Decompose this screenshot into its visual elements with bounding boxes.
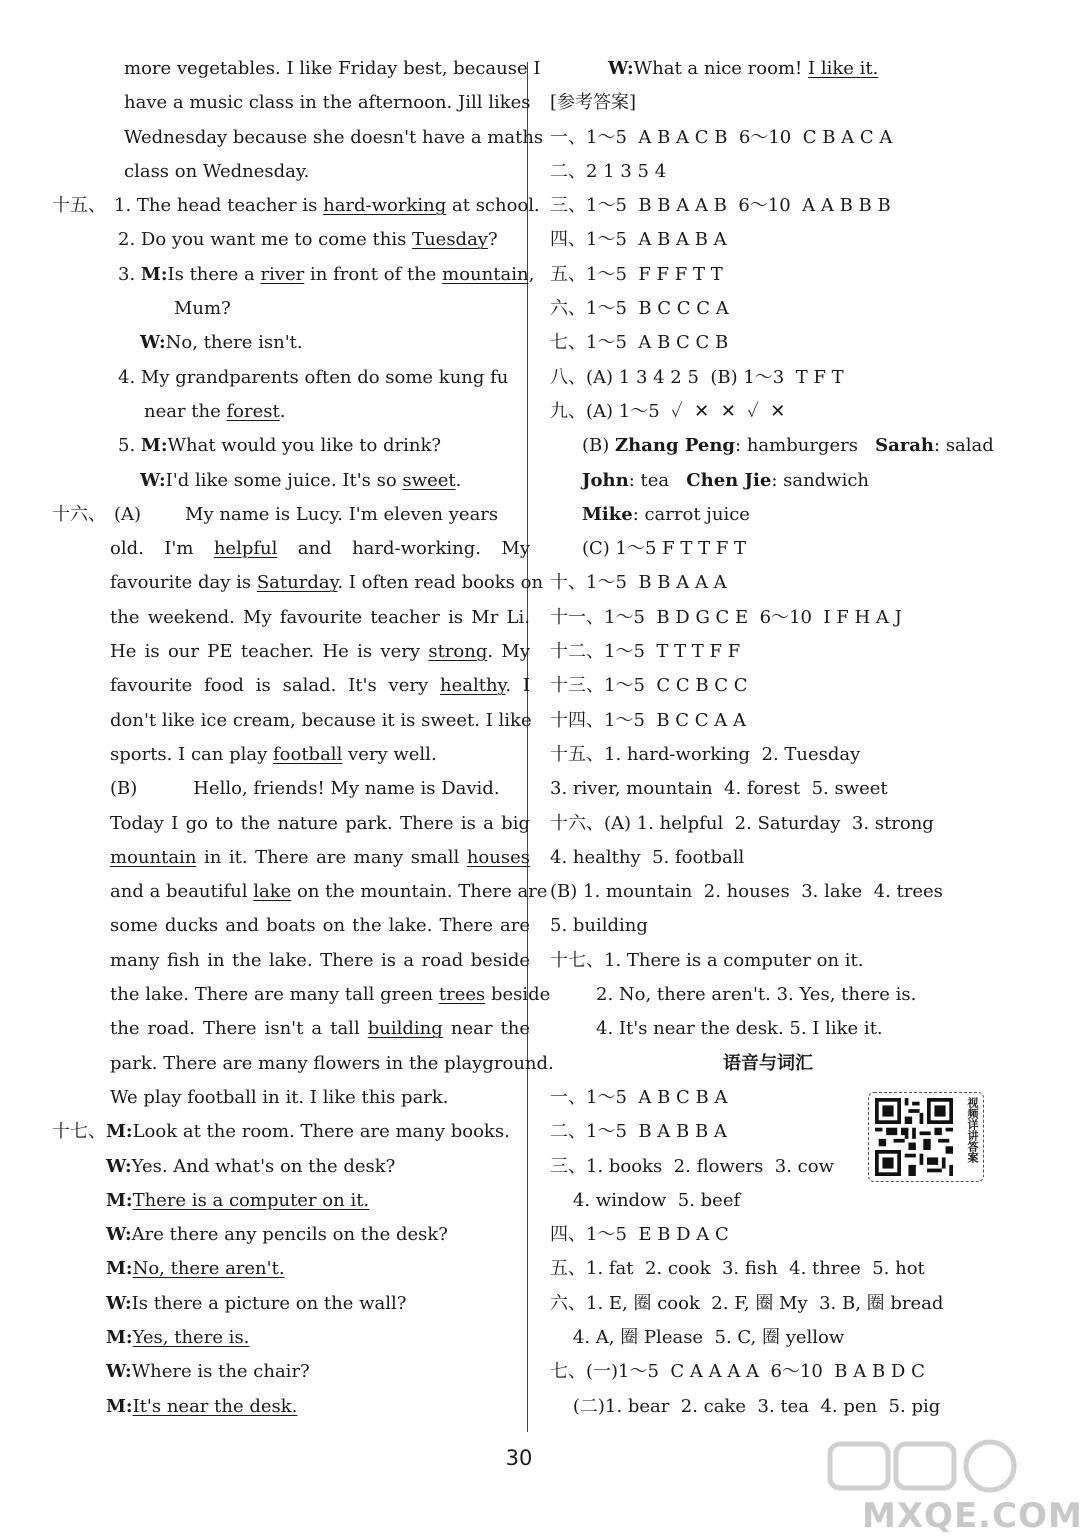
speaker-label: M: — [106, 1189, 133, 1211]
section-label: 十五、 — [52, 195, 106, 217]
answer-underline: mountain — [110, 846, 197, 868]
answer-line: 八、(A) 1 3 4 2 5 (B) 1～3 T F T — [550, 366, 844, 388]
section-label: 十六、 — [52, 503, 106, 525]
passage-text: old. I'm — [110, 538, 214, 560]
dialogue-line — [106, 1218, 530, 1252]
speaker-label: M: — [106, 1326, 133, 1348]
passage-text: . I — [505, 675, 531, 697]
section-17: 十七、M:Look at the room. There are many books. W:Yes. And what's on the desk? M:There is a computer on it. W:Are there any pencils on the desk? M:No, there aren't. W:Is there a picture on the wall? M:Yes, there is. W:Where is the chair? M:It's near the desk. — [52, 1115, 530, 1424]
answer-line: 五、1～5 F F F T T — [550, 263, 723, 285]
answer-underline: hard-working — [323, 195, 447, 217]
answer-line: (B) 1. mountain 2. houses 3. lake 4. trees — [550, 881, 943, 903]
passage-line — [110, 704, 530, 738]
answer-list — [538, 566, 998, 978]
answer-9b-line1: (B) Zhang Peng: hamburgers Sarah: salad — [582, 435, 994, 457]
passage-line — [110, 1047, 554, 1081]
passage-line — [110, 1012, 530, 1046]
answer-underline: football — [272, 743, 343, 765]
answer-underline: I like it. — [807, 58, 879, 79]
answer-underline: river — [260, 263, 305, 285]
answer-line: 3. river, mountain 4. forest 5. sweet — [550, 778, 888, 800]
passage-line — [110, 532, 530, 566]
answer-line: 十一、1～5 B D G C E 6～10 I F H A J — [550, 606, 902, 628]
qr-caption: 视频详讲答案 — [966, 1097, 979, 1163]
passage-text: park. There are many flowers in the playground. — [110, 1052, 554, 1074]
passage-text: the lake. There are many tall green — [110, 984, 439, 1006]
dialogue-text: Are there any pencils on the desk? — [131, 1224, 448, 1246]
vocab-answer-line: 七、(一)1～5 C A A A A 6～10 B A B D C — [550, 1361, 925, 1383]
answer-underline: houses — [466, 846, 530, 868]
vocab-answer-line: 4. A, 圈 Please 5. C, 圈 yellow — [550, 1326, 845, 1348]
intro-paragraph — [52, 52, 544, 189]
speaker-label: M: — [106, 1395, 133, 1417]
answer-line: 四、1～5 A B A B A — [550, 229, 727, 251]
section-15: 十五、 1. The head teacher is hard-working at school. 2. Do you want me to come this Tuesday? 3. M:Is there a river in front of the mountain, Mum? W:No, there isn't. 4. My grandparents often do some kung fu near the forest. 5. M:What would you like to drink? W:I'd like some juice. It's so sweet. — [52, 189, 530, 498]
answer-underline: strong — [428, 641, 488, 663]
speaker-label: M: — [140, 435, 168, 457]
answer-line: 5. building — [550, 915, 648, 937]
answer-9b-line2: John: tea Chen Jie: sandwich — [582, 469, 870, 491]
passage-text: on the mountain. There are — [291, 881, 548, 903]
passage-text: many fish in the lake. There is a road beside — [110, 949, 530, 971]
answer-underline: No, there aren't. — [132, 1258, 285, 1280]
dialogue-line — [106, 1252, 530, 1286]
passage-text: favourite day is — [110, 572, 257, 594]
intro-line: more vegetables. I like Friday best, because I — [124, 58, 541, 79]
passage-text: and hard-working. My — [277, 538, 530, 560]
speaker-label: W: — [140, 469, 166, 491]
answer-9c: (C) 1～5 F T T F T — [582, 538, 747, 560]
speaker-label: M: — [106, 1258, 133, 1280]
passage-text: We play football in it. I like this park. — [110, 1086, 449, 1108]
passage-line — [110, 978, 551, 1012]
answer-line: 九、(A) 1～5 ✓ ✕ ✕ ✓ ✕ — [550, 400, 786, 422]
answer-line: 十、1～5 B B A A A — [550, 572, 727, 594]
vocab-answer-line: 六、1. E, 圈 cook 2. F, 圈 My 3. B, 圈 bread — [550, 1292, 944, 1314]
vocab-answer-line: (二)1. bear 2. cake 3. tea 4. pen 5. pig — [550, 1395, 941, 1417]
answer-line: 七、1～5 A B C C B — [550, 332, 729, 354]
answer-list — [538, 121, 998, 430]
answer-underline: building — [367, 1018, 443, 1040]
passage-line — [110, 566, 544, 600]
vocab-answer-line: 三、1. books 2. flowers 3. cow — [550, 1155, 834, 1177]
passage-text: the road. There isn't a tall — [110, 1018, 368, 1040]
dialogue-text: Where is the chair? — [131, 1361, 310, 1383]
passage-text: favourite food is salad. It's very — [110, 675, 440, 697]
answer-underline: helpful — [213, 538, 278, 560]
speaker-label: W: — [140, 332, 166, 354]
answer-underline: sweet — [402, 469, 456, 491]
answer-underline: Yes, there is. — [132, 1326, 250, 1348]
passage-text: beside — [485, 984, 551, 1006]
vocab-answer-line: 一、1～5 A B C B A — [550, 1086, 728, 1108]
passage-line — [110, 807, 530, 841]
vocab-answer-line: 二、1～5 B A B B A — [550, 1121, 727, 1143]
answer-underline: trees — [438, 984, 486, 1006]
answer-underline: Saturday — [256, 572, 338, 594]
answer-line: 六、1～5 B C C C A — [550, 298, 729, 320]
passage-text: and a beautiful — [110, 881, 254, 903]
passage-text: some ducks and boats on the lake. There are — [110, 915, 530, 937]
passage-text: . I often read books on — [337, 572, 544, 594]
answer-underline: It's near the desk. — [132, 1395, 298, 1417]
answer-underline: lake — [253, 881, 292, 903]
answer-underline: Tuesday — [412, 229, 488, 251]
answer-9b-line3: Mike: carrot juice — [582, 503, 750, 525]
answer-underline: forest — [226, 400, 280, 422]
section-title: 语音与词汇 — [723, 1052, 813, 1074]
dialogue-line — [106, 1355, 530, 1389]
speaker-label: W: — [106, 1361, 132, 1383]
answer-line: 十七、1. There is a computer on it. — [550, 949, 864, 971]
answer-line: 二、2 1 3 5 4 — [550, 160, 667, 182]
dialogue-line — [106, 1287, 530, 1321]
page-number: 30 — [505, 1446, 533, 1470]
passage-line — [110, 669, 530, 703]
passage-line — [110, 909, 530, 943]
answer-underline: healthy — [439, 675, 506, 697]
passage-text: He is our PE teacher. He is very — [110, 641, 429, 663]
dialogue — [52, 1150, 530, 1424]
passage-text: . My — [487, 641, 530, 663]
answer-17-cont: 2. No, there aren't. 3. Yes, there is. — [596, 984, 917, 1006]
speaker-label: W: — [608, 58, 634, 79]
qr-code-box[interactable] — [868, 1092, 984, 1182]
passage-text: the weekend. My favourite teacher is Mr Li. — [110, 606, 530, 628]
answer-underline: There is a computer on it. — [132, 1189, 370, 1211]
answer-underline: mountain — [442, 263, 529, 285]
watermark-text: MXQE.COM — [862, 1496, 1083, 1536]
passage-line — [110, 738, 530, 772]
section-label: 十七、 — [52, 1121, 106, 1143]
section-16: 十六、 (A) My name is Lucy. I'm eleven years old. I'm helpful and hard-working. My favourite day is Saturday. I often read books on the weekend. My favourite teacher is Mr Li. He is our PE teacher. He is very strong. My favourite food is salad. It's very healthy. I don't like ice cream, because it is sweet. I like sports. I can play football very well. (B) Hello, friends! My name is David. Today I go to the nature park. There is a big mountain in it. There are many small houses and a beautiful lake on the mountain. There are some ducks and boats on the lake. There are many fish in the lake. There is a road beside the lake. There are many tall green trees beside the road. There isn't a tall building near the park. There are many flowers in the playground. We play football in it. I like this park. — [52, 498, 530, 1115]
speaker-label: W: — [106, 1155, 132, 1177]
answer-line: 三、1～5 B B A A B 6～10 A A B B B — [550, 195, 891, 217]
dialogue-text: Yes. And what's on the desk? — [131, 1155, 396, 1177]
answer-line: 十四、1～5 B C C A A — [550, 709, 747, 731]
passage-line — [110, 601, 530, 635]
answer-line: 十六、(A) 1. helpful 2. Saturday 3. strong — [550, 812, 934, 834]
intro-line: have a music class in the afternoon. Jill likes — [124, 92, 531, 114]
passage-text: sports. I can play — [110, 743, 273, 765]
reference-answers-header: [参考答案] — [550, 92, 637, 114]
dialogue-line — [106, 1184, 530, 1218]
passage-line — [110, 1081, 530, 1115]
answer-17-cont: 4. It's near the desk. 5. I like it. — [596, 1018, 883, 1040]
passage-text: Today I go to the nature park. There is a big — [110, 812, 530, 834]
speaker-label: M: — [140, 263, 168, 285]
vocab-answer-line: 四、1～5 E B D A C — [550, 1224, 729, 1246]
speaker-label: M: — [106, 1121, 133, 1143]
dialogue-line — [106, 1150, 530, 1184]
vocab-answer-line: 五、1. fat 2. cook 3. fish 4. three 5. hot — [550, 1258, 925, 1280]
speaker-label: W: — [106, 1224, 132, 1246]
passage-line — [110, 875, 548, 909]
intro-line: class on Wednesday. — [124, 160, 310, 182]
passage-line — [110, 841, 530, 875]
qr-code-icon — [875, 1098, 953, 1176]
passage-text: in it. There are many small — [196, 846, 467, 868]
left-column — [52, 52, 554, 1424]
answer-line: 十二、1～5 T T T F F — [550, 641, 741, 663]
passage-text: very well. — [342, 743, 437, 765]
passage-text: near the — [442, 1018, 530, 1040]
dialogue-line — [106, 1390, 530, 1424]
dialogue-text: Is there a picture on the wall? — [131, 1292, 407, 1314]
answer-line: 一、1～5 A B A C B 6～10 C B A C A — [550, 126, 893, 148]
dialogue-line — [106, 1321, 530, 1355]
passage-text: don't like ice cream, because it is sweet. I like — [110, 709, 532, 731]
answer-line: 十三、1～5 C C B C C — [550, 675, 748, 697]
passage-line — [110, 944, 530, 978]
answer-line: 4. healthy 5. football — [550, 846, 745, 868]
right-column: W:What a nice room! I like it. [参考答案] 一、1～5 A B A C B 6～10 C B A C A 二、2 1 3 5 4 三、1～5 B B A A B 6～10 A A B B B 四、1～5 A B A B A 五、1～5 F F F T T 六、1～5 B C C C A 七、1～5 A B C C B 八、(A) 1 3 4 2 5 (B) 1～3 T F T 九、(A) 1～5 ✓ ✕ ✕ ✓ ✕ (B) Zhang Peng: hamburgers Sarah: salad John: tea Chen Jie: sandwich Mike: carrot juice (C) 1～5 F T T F T 十、1～5 B B A A A 十一、1～5 B D G C E 6～10 I F H A J 十二、1～5 T T T F F 十三、1～5 C C B C C 十四、1～5 B C C A A 十五、1. hard-working 2. Tuesday 3. river, mountain 4. forest 5. sweet 十六、(A) 1. helpful 2. Saturday 3. strong 4. healthy 5. football (B) 1. mountain 2. houses 3. lake 4. trees 5. building 十七、1. There is a computer on it. 2. No, there aren't. 3. Yes, there is. 4. It's near the desk. 5. I like it. 语音与词汇 一、1～5 A B C B A 二、1～5 B A B B A 三、1. books 2. flowers 3. cow 4. window 5. beef 四、1～5 E B D A C 五、1. fat 2. cook 3. fish 4. three 5. hot 六、1. E, 圈 cook 2. F, 圈 My 3. B, 圈 bread 4. A, 圈 Please 5. C, 圈 yellow 七、(一)1～5 C A A A A 6～10 B A B D C (二)1. bear 2. cake 3. tea 4. pen 5. pig — [538, 52, 998, 1424]
passage-line — [110, 635, 530, 669]
passage-b — [52, 807, 554, 1116]
intro-line: Wednesday because she doesn't have a maths — [124, 126, 544, 148]
answer-line: 十五、1. hard-working 2. Tuesday — [550, 743, 861, 765]
speaker-label: W: — [106, 1292, 132, 1314]
passage-a — [52, 532, 544, 772]
vocab-answer-line: 4. window 5. beef — [550, 1189, 741, 1211]
